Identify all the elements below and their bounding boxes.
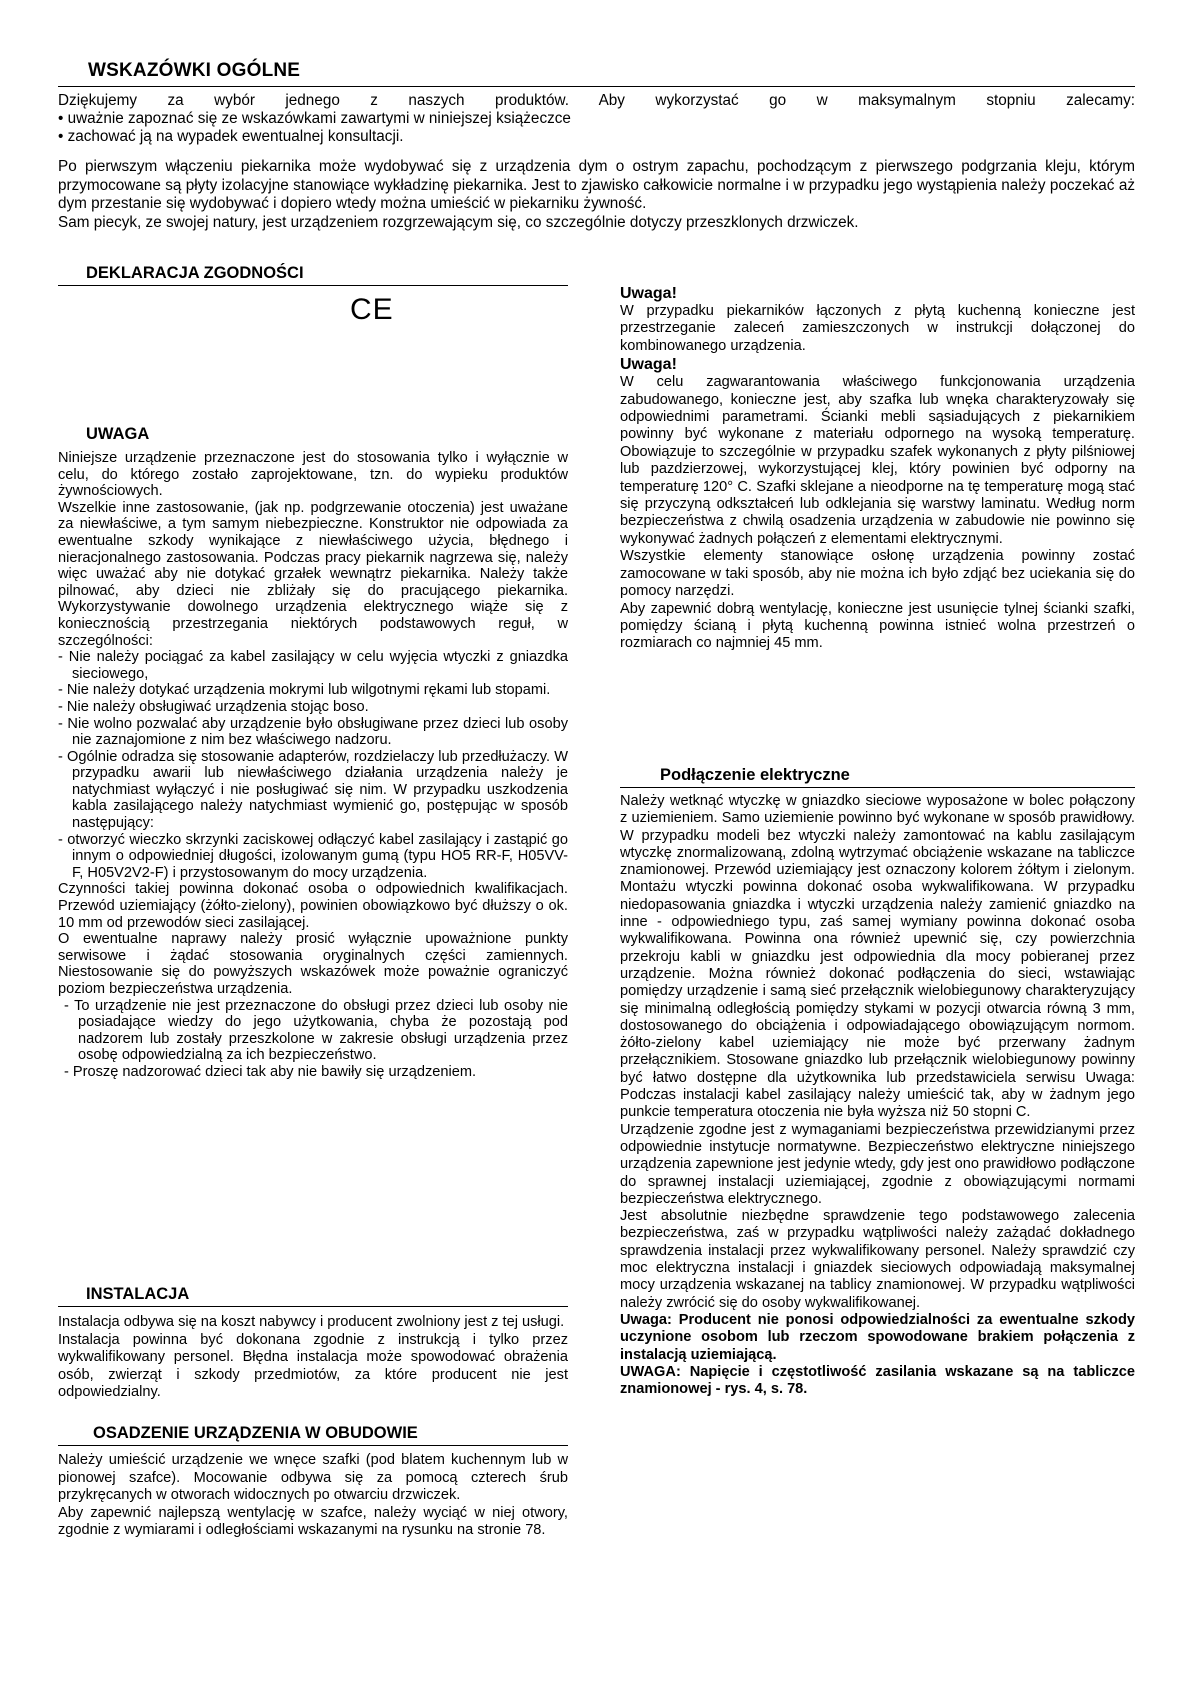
podlaczenie-paragraph: Jest absolutnie niezbędne sprawdzenie tego podstawowego zalecenia bezpieczeństwa, zaś w przypadku wątpliwości należy zażądać dokładnego sprawdzenia instalacji przez wykwalifikowany personel. Należy sprawdzić czy moc elektryczna instalacji i gniazdek sieciowych odpowiadają maksymalnej mocy urządzenia wskazanej na tablicy znamionowej. W przypadku wątpliwości należy zwrócić się do osoby wykwalifikowanej. (620, 1208, 1135, 1311)
uwaga-note-text: W celu zagwarantowania właściwego funkcjonowania urządzenia zabudowanego, konieczne jest, aby szafka lub wnęka charakteryzowały się odpowiednimi parametrami. Ścianki mebli sąsiadujących z piekarnikiem powinny być wykonane z materiału odpornego na wysoką temperaturę. Obowiązuje to szczególnie w przypadku szafek wykonanych z płyty pilśniowej lub pazdzierzowej, wykorzystującej klej, który powinien być odporny na temperaturę 120° C. Szafki sklejane a nieodporne na tę temperaturę mogą stać się przyczyną odkształceń lub odklejania się warstwy laminatu. Według norm bezpieczeństwa z chwilą osadzenia urządzenia w zabudowie nie powinno się wykonywać żadnych połączeń z elementami elektrycznymi. (620, 374, 1135, 547)
uwaga-list-item: - Nie należy pociągać za kabel zasilający w celu wyjęcia wtyczki z gniazdka sieciowego, (58, 649, 568, 682)
main-heading-bar (58, 60, 1135, 87)
uwaga-paragraph: O ewentualne naprawy należy prosić wyłącznie upoważnione punkty serwisowe i żądać stosowania oryginalnych części zamiennych. Niestosowanie się do powyższych wskazówek może poważnie ograniczyć poziom bezpieczeństwa urządzenia. (58, 931, 568, 997)
podlaczenie-bold-note: UWAGA: Napięcie i częstotliwość zasilania wskazane są na tabliczce znamionowej - rys. 4, s. 78. (620, 1363, 1135, 1398)
uwaga-note-text: Wszystkie elementy stanowiące osłonę urządzenia powinny zostać zamocowane w taki sposób, aby nie można ich było zdjąć bez uciekania się do pomocy narzędzi. (620, 548, 1135, 600)
uwaga-list-item: - To urządzenie nie jest przeznaczone do obsługi przez dzieci lub osoby nie posiadające wiedzy do jego użytkowania, chyba że pozostają pod nadzorem lub zostały przeszkolone w zakresie obsługi urządzenia przez osobę odpowiedzialną za ich bezpieczeństwo. (64, 997, 568, 1064)
intro-paragraph: Po pierwszym włączeniu piekarnika może wydobywać się z urządzenia dym o ostrym zapachu, pochodzącym z pierwszego podgrzania kleju, którym przymocowane są płyty izolacyjne stanowiące wykładzinę piekarnika. Jest to zjawisko całkowicie normalne i w przypadku jego wystąpienia należy poczekać aż dym przestanie się wydobywać i dopiero wtedy można umieścić w piekarniku żywność. (58, 158, 1135, 212)
osadzenie-paragraph: Należy umieścić urządzenie we wnęce szafki (pod blatem kuchennym lub w pionowej szafce). Mocowanie odbywa się za pomocą czterech śrub przykręcanych w otworach widocznych po otwarciu drzwiczek. (58, 1452, 568, 1504)
uwaga-heading: UWAGA (86, 425, 150, 443)
uwaga-paragraph: Czynności takiej powinna dokonać osoba o odpowiednich kwalifikacjach. Przewód uziemiający (żółto-zielony), powinien obowiązkowo być dłuższy o ok. 10 mm od przewodów sieci zasilającej. (58, 881, 568, 931)
uwaga-list-item: - otworzyć wieczko skrzynki zaciskowej odłączyć kabel zasilający i zastąpić go innym o odpowiedniej długości, izolowanym gumą (typu HO5 RR-F, H05VV-F, H05V2V2-F) i przystosowanym do mocy urządzenia. (58, 831, 568, 881)
deklaracja-heading: DEKLARACJA ZGODNOŚCI (86, 264, 304, 282)
instalacja-paragraph: Instalacja powinna być dokonana zgodnie z instrukcją i tylko przez wykwalifikowany personel. Błędna instalacja może spowodować obrażenia osób, zwierząt i szkody przedmiotów, za które producent nie jest odpowiedzialny. (58, 1331, 568, 1401)
podlaczenie-paragraph: Należy wetknąć wtyczkę w gniazdko sieciowe wyposażone w bolec połączony z uziemieniem. Samo uziemienie powinno być wykonane w sposób prawidłowy. W przypadku modeli bez wtyczki należy zamontować na kablu zasilającym wtyczkę znormalizowaną, zdolną wytrzymać obciążenie wskazane na tabliczce znamionowej. Przewód uziemiający jest oznaczony kolorem żółtym i zielonym. Montażu wtyczki powinna dokonać osoba wykwalifikowana. W przypadku niedopasowania gniazdka i wtyczki urządzenia należy zamienić gniazdko na inne - odpowiedniego typu, zaś samej wymiany powinna dokonać osoba wykwalifikowana. Powinna ona również upewnić się, czy powierzchnia przekroju kabli w gniazdku jest odpowiednia dla mocy pobieranej przez urządzenie. Można również dokonać podłączenia do sieci, wstawiając pomiędzy urządzenie i samą sieć przełącznik wielobiegunowy charakteryzujący się minimalną odległością pomiędzy stykami w pozycji otwarcia równą 3 mm, dostosowanego do obciążenia i odpowiadającego obowiązującym normom. żółto-zielony kabel uziemiający nie może być przerwany żadnym przełącznikiem. Stosowane gniazdko lub przełącznik wielobiegunowy powinny być łatwo dostępne dla użytkownika lub przedstawiciela serwisu Uwaga: Podczas instalacji kabel zasilający należy umieścić tak, aby w żadnym jego punkcie temperatura otoczenia nie była wyższa niż 50 stopni C. (620, 793, 1135, 1121)
podlaczenie-heading: Podłączenie elektryczne (660, 766, 850, 784)
right-uwaga-block (620, 284, 1135, 653)
osadzenie-heading: OSADZENIE URZĄDZENIA W OBUDOWIE (93, 1424, 418, 1442)
uwaga-list-item: - Nie wolno pozwalać aby urządzenie było obsługiwane przez dzieci lub osoby nie zaznajomione z nim bez właściwego nadzoru. (58, 715, 568, 749)
intro-paragraph-last: Sam piecyk, ze swojej natury, jest urządzeniem rozgrzewającym się, co szczególnie dotyczy przeszklonych drzwiczek. (58, 213, 859, 231)
uwaga-list-item: - Nie należy dotykać urządzenia mokrymi lub wilgotnymi rękami lub stopami. (58, 682, 551, 699)
intro-bullet: • zachować ją na wypadek ewentualnej konsultacji. (58, 128, 404, 145)
osadzenie-paragraph: Aby zapewnić najlepszą wentylację w szafce, należy wyciąć w niej otwory, zgodnie z wymiarami i odległościami wskazanymi na rysunku na stronie 78. (58, 1504, 568, 1539)
uwaga-paragraph: Wszelkie inne zastosowanie, (jak np. podgrzewanie otoczenia) jest uważane za niewłaściwe, a tym samym niebezpieczne. Konstruktor nie odpowiada za ewentualne szkody wynikające z niewłaściwego użycia, błędnego i nieracjonalnego zastosowania. Podczas pracy piekarnik nagrzewa się, należy więc uważać aby nie dotykać grzałek wewnątrz piekarnika. Należy także pilnować, aby dzieci nie zbliżały się do pracującego piekarnika. Wykorzystywanie dowolnego urządzenia elektrycznego wiąże się z koniecznością przestrzegania niektórych podstawowych reguł, w szczególności: (58, 499, 568, 649)
main-heading: WSKAZÓWKI OGÓLNE (88, 60, 301, 81)
podlaczenie-bold-note: Uwaga: Producent nie ponosi odpowiedzialności za ewentualne szkody uczynione osobom lub rzeczom spowodowane brakiem połączenia z instalacją uziemiającą. (620, 1311, 1135, 1363)
osadzenie-body (58, 1452, 568, 1540)
intro-block (58, 92, 1135, 146)
uwaga-note-text: W przypadku piekarników łączonych z płytą kuchenną konieczne jest przestrzeganie zaleceń zamieszczonych w instrukcji dołączonej do kombinowanego urządzenia. (620, 303, 1135, 354)
uwaga-note-heading: Uwaga! (620, 285, 677, 302)
uwaga-note-text: Aby zapewnić dobrą wentylację, konieczne jest usunięcie tylnej ścianki szafki, pomiędzy ścianą i płytą kuchenną powinna istnieć wolna przestrzeń o rozmiarach co najmniej 45 mm. (620, 600, 1135, 652)
intro-paragraph-block (58, 158, 1135, 232)
instalacja-heading: INSTALACJA (86, 1285, 190, 1303)
uwaga-heading-bar (58, 425, 568, 446)
deklaracja-heading-bar (58, 264, 568, 286)
intro-bullet: • uważnie zapoznać się ze wskazówkami zawartymi w niniejszej książeczce (58, 110, 571, 127)
instalacja-paragraph: Instalacja odbywa się na koszt nabywcy i producent zwolniony jest z tej usługi. (58, 1314, 565, 1330)
podlaczenie-body (620, 793, 1135, 1398)
intro-line: Dziękujemy za wybór jednego z naszych produktów. Aby wykorzystać go w maksymalnym stopniu zalecamy: (58, 92, 1135, 109)
instalacja-body (58, 1314, 568, 1402)
osadzenie-heading-bar (58, 1424, 568, 1446)
instalacja-heading-bar (58, 1285, 568, 1307)
uwaga-note-heading: Uwaga! (620, 356, 677, 374)
podlaczenie-paragraph: Urządzenie zgodne jest z wymaganiami bezpieczeństwa przewidzianymi przez odpowiednie instytucje normatywne. Bezpieczeństwo elektryczne niniejszego urządzenia zapewnione jest jedynie wtedy, gdy jest ono prawidłowo podłączone do sprawnej instalacji uziemiającej, zgodnie z obowiązującymi normami bezpieczeństwa elektrycznego. (620, 1121, 1135, 1207)
uwaga-body (58, 450, 568, 1081)
uwaga-list-item: - Nie należy obsługiwać urządzenia stojąc boso. (58, 698, 369, 715)
ce-mark: CE (350, 293, 394, 326)
podlaczenie-heading-bar (620, 766, 1135, 788)
uwaga-list-item: - Proszę nadzorować dzieci tak aby nie bawiły się urządzeniem. (64, 1063, 477, 1080)
uwaga-list-item: - Ogólnie odradza się stosowanie adapterów, rozdzielaczy lub przedłużaczy. W przypadku awarii lub niewłaściwego działania urządzenia należy je natychmiast wyłączyć i nie posługiwać się nim. W przypadku uszkodzenia kabla zasilającego należy natychmiast wymienić go, postępując w sposób następujący: (58, 748, 568, 832)
uwaga-paragraph: Niniejsze urządzenie przeznaczone jest do stosowania tylko i wyłącznie w celu, do którego zostało zaprojektowane, tzn. do wypieku produktów żywnościowych. (58, 450, 568, 500)
